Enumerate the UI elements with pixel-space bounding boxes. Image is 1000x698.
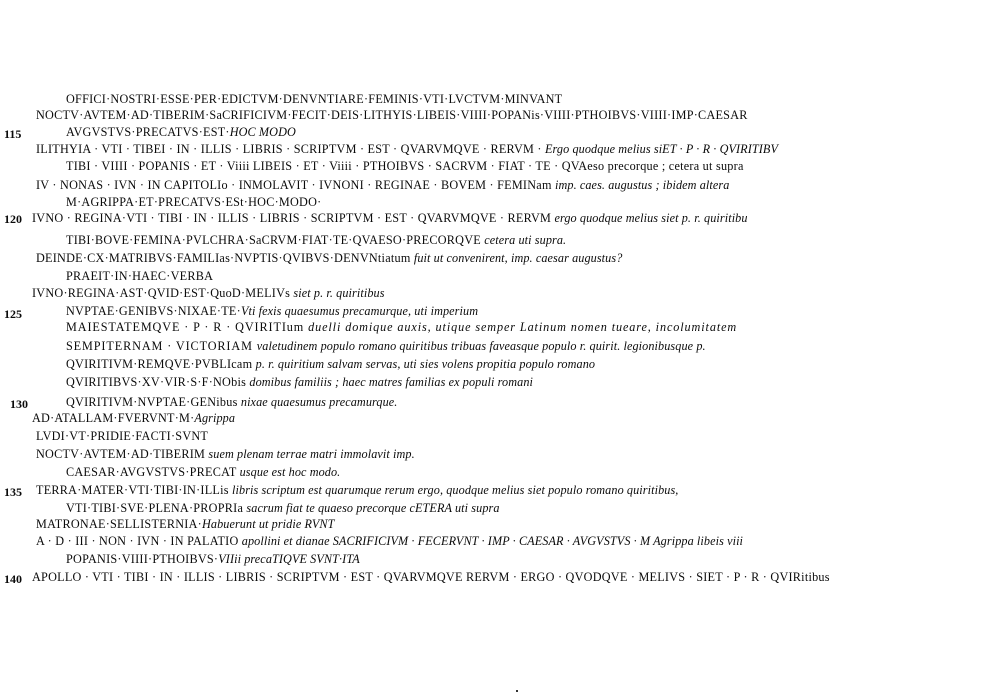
- text-line: IVNO · REGINA·VTI · TIBI · IN · ILLIS · LIBRIS · SCRIPTVM · EST · QVARVMQVE · RERVM ergo quodque melius siet p. r. quiritibu: [32, 211, 748, 225]
- text-line: PRAEIT·IN·HAEC·VERBA: [66, 269, 214, 283]
- line-number: 130: [10, 397, 28, 411]
- text-line: MAIESTATEMQVE · P · R · QVIRITIum duelli domique auxis, utique semper Latinum nomen tueare, incolumitatem: [66, 320, 738, 334]
- text-line: IV · NONAS · IVN · IN CAPITOLIo · INMOLAVIT · IVNONI · REGINAE · BOVEM · FEMINam imp. caes. augustus ; ibidem altera: [36, 178, 730, 192]
- text-line: NVPTAE·GENIBVS·NIXAE·TE·Vti fexis quaesumus precamurque, uti imperium: [66, 304, 479, 318]
- text-line: M·AGRIPPA·ET·PRECATVS·ESt·HOC·MODO·: [66, 195, 322, 209]
- text-line: QVIRITIBVS·XV·VIR·S·F·NObis domibus familiis ; haec matres familias ex populi romani: [66, 375, 534, 389]
- stray-mark: [516, 690, 518, 692]
- text-line: POPANIS·VIIII·PTHOIBVS·VIIii precaTIQVE SVNT·ITA: [66, 552, 360, 566]
- text-line: SEMPITERNAM · VICTORIAM valetudinem populo romano quiritibus tribuas faveasque populo r. quirit. legionibusque p.: [66, 339, 706, 353]
- text-line: IVNO·REGINA·AST·QVID·EST·QuoD·MELIVs siet p. r. quiritibus: [32, 286, 385, 300]
- text-line: AD·ATALLAM·FVERVNT·M·Agrippa: [32, 411, 236, 425]
- text-line: A · D · III · NON · IVN · IN PALATIO apollini et dianae SACRIFICIVM · FECERVNT · IMP · CAESAR · AVGVSTVS · M Agrippa libeis viii: [36, 534, 744, 548]
- text-line: TIBI·BOVE·FEMINA·PVLCHRA·SaCRVM·FIAT·TE·QVAESO·PRECORQVE cetera uti supra.: [66, 233, 567, 247]
- line-number: 115: [4, 127, 22, 141]
- text-line: TIBI · VIIII · POPANIS · ET · Viiii LIBEIS · ET · Viiii · PTHOIBVS · SACRVM · FIAT · TE · QVAeso precorque ; cetera ut supra: [66, 159, 744, 173]
- text-line: APOLLO · VTI · TIBI · IN · ILLIS · LIBRIS · SCRIPTVM · EST · QVARVMQVE RERVM · ERGO · QVODQVE · MELIVS · SIET · P · R · QVIRitibus: [32, 570, 830, 584]
- text-line: NOCTV·AVTEM·AD·TIBERIM suem plenam terrae matri immolavit imp.: [36, 447, 415, 461]
- line-number: 120: [4, 212, 22, 226]
- text-line: AVGVSTVS·PRECATVS·EST·HOC MODO: [66, 125, 296, 139]
- text-line: TERRA·MATER·VTI·TIBI·IN·ILLis libris scriptum est quarumque rerum ergo, quodque melius siet populo romano quiritibus,: [36, 483, 679, 497]
- line-number: 125: [4, 307, 22, 321]
- text-line: MATRONAE·SELLISTERNIA·Habuerunt ut pridie RVNT: [36, 517, 335, 531]
- line-number: 135: [4, 485, 22, 499]
- text-line: OFFICI·NOSTRI·ESSE·PER·EDICTVM·DENVNTIARE·FEMINIS·VTI·LVCTVM·MINVANT: [66, 92, 563, 106]
- text-line: NOCTV·AVTEM·AD·TIBERIM·SaCRIFICIVM·FECIT·DEIS·LITHYIS·LIBEIS·VIIII·POPANis·VIIII·PTHOIBVS·VIIII·IMP·CAESAR: [36, 108, 748, 122]
- text-line: QVIRITIVM·REMQVE·PVBLIcam p. r. quiritium salvam servas, uti sies volens propitia populo romano: [66, 357, 596, 371]
- text-line: LVDI·VT·PRIDIE·FACTI·SVNT: [36, 429, 209, 443]
- text-line: QVIRITIVM·NVPTAE·GENibus nixae quaesumus precamurque.: [66, 395, 398, 409]
- text-line: ILITHYIA · VTI · TIBEI · IN · ILLIS · LIBRIS · SCRIPTVM · EST · QVARVMQVE · RERVM · Ergo quodque melius siET · P · R · QVIRITIBV: [36, 142, 779, 156]
- text-line: DEINDE·CX·MATRIBVS·FAMILIas·NVPTIS·QVIBVS·DENVNtiatum fuit ut convenirent, imp. caesar augustus?: [36, 251, 623, 265]
- line-number: 140: [4, 572, 22, 586]
- text-line: CAESAR·AVGVSTVS·PRECAT usque est hoc modo.: [66, 465, 341, 479]
- text-line: VTI·TIBI·SVE·PLENA·PROPRIa sacrum fiat te quaeso precorque cETERA uti supra: [66, 501, 500, 515]
